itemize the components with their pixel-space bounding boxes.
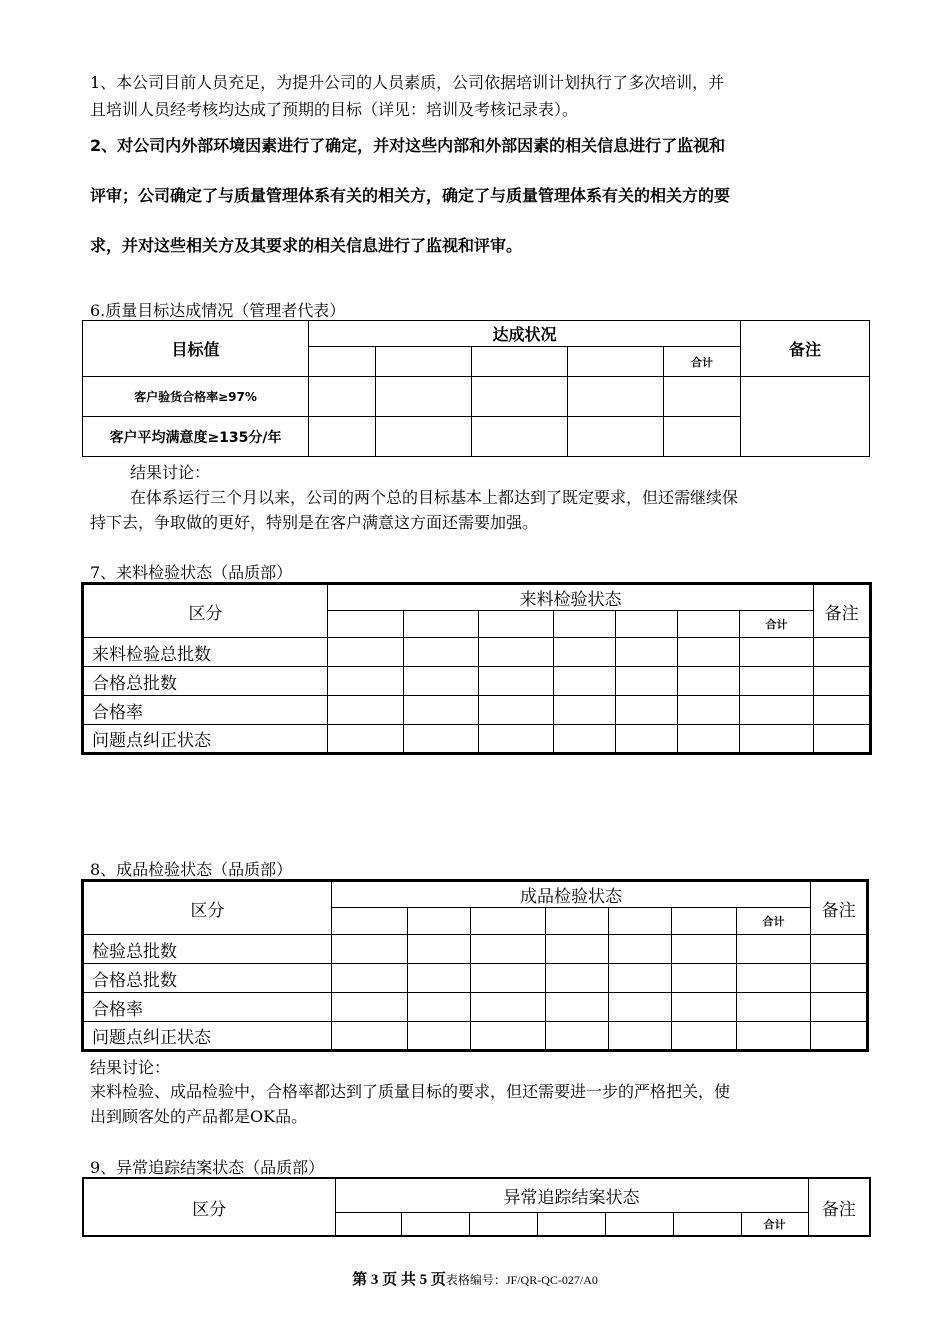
paragraph-1-line-2: 且培训人员经考核均达成了预期的目标（详见：培训及考核记录表）。 [90,100,579,119]
discussion-line-2: 出到顾客处的产品都是OK品。 [90,1107,308,1126]
status-cell [673,1212,741,1236]
table-row-label: 合格总批数 [83,964,332,993]
quality-goal-table [82,320,870,457]
header-category: 区分 [83,1178,335,1236]
value-cell [472,417,568,457]
incoming-inspection-table [81,582,872,755]
exception-tracking-table [82,1177,871,1237]
table-row-label: 合格率 [83,993,332,1022]
header-category: 区分 [83,584,328,638]
status-cell [479,611,554,638]
remark-cell [741,377,870,457]
header-remark: 备注 [741,321,870,377]
header-achievement: 达成状况 [309,321,741,347]
status-cell [546,908,609,935]
table-row-label: 来料检验总批数 [83,638,328,667]
status-cell [469,1212,537,1236]
discussion-line-1: 在体系运行三个月以来，公司的两个总的目标基本上都达到了既定要求，但还需继续保 [130,488,739,507]
table-row-label: 合格总批数 [83,667,328,696]
table-row-label: 问题点纠正状态 [83,1022,332,1051]
value-cell [472,377,568,417]
paragraph-2-line-3: 求，并对这些相关方及其要求的相关信息进行了监视和评审。 [90,236,523,255]
discussion-label: 结果讨论： [90,1058,171,1077]
status-cell [471,908,546,935]
status-cell [678,611,740,638]
section-9-title: 9、异常追踪结案状态（品质部） [90,1158,325,1177]
status-cell [408,908,471,935]
status-cell [537,1212,605,1236]
section-6-title: 6.质量目标达成情况（管理者代表） [90,301,346,320]
header-status: 异常追踪结案状态 [335,1178,808,1212]
goal-row-label: 客户验货合格率≥97% [83,377,309,417]
table-row-label: 检验总批数 [83,935,332,964]
section-7-title: 7、来料检验状态（品质部） [90,563,293,582]
status-cell [404,611,479,638]
page-footer [0,1268,950,1289]
header-remark: 备注 [811,881,868,935]
status-cell [376,347,472,377]
value-cell [664,377,741,417]
value-cell [664,417,741,457]
value-cell [568,417,664,457]
discussion-line-1: 来料检验、成品检验中，合格率都达到了质量目标的要求，但还需要进一步的严格把关，使 [90,1082,731,1101]
status-cell [332,908,408,935]
value-cell [309,377,376,417]
goal-row-label: 客户平均满意度≥135分/年 [83,417,309,457]
finished-product-inspection-table [81,879,869,1052]
status-cell [401,1212,469,1236]
value-cell [376,417,472,457]
page-number: 第 3 页 共 5 页 [352,1272,446,1288]
header-goal: 目标值 [83,321,309,377]
status-cell [605,1212,673,1236]
value-cell [376,377,472,417]
section-8-title: 8、成品检验状态（品质部） [90,860,293,879]
status-cell [328,611,404,638]
form-code: 表格编号：JF/QR-QC-027/A0 [445,1273,598,1287]
discussion-line-2: 持下去，争取做的更好，特别是在客户满意这方面还需要加强。 [90,513,539,532]
header-total: 合计 [741,1212,808,1236]
table-row-label: 合格率 [83,696,328,725]
header-category: 区分 [83,881,332,935]
header-status: 来料检验状态 [328,584,814,611]
status-cell [568,347,664,377]
paragraph-2-line-1: 2、对公司内外部环境因素进行了确定，并对这些内部和外部因素的相关信息进行了监视和 [90,136,726,155]
header-status: 成品检验状态 [332,881,811,908]
paragraph-2-line-2: 评审；公司确定了与质量管理体系有关的相关方，确定了与质量管理体系有关的相关方的要 [90,186,731,205]
header-total: 合计 [737,908,811,935]
status-cell [672,908,737,935]
table-row-label: 问题点纠正状态 [83,725,328,754]
status-cell [309,347,376,377]
header-remark: 备注 [814,584,871,638]
discussion-label: 结果讨论： [130,463,211,482]
header-total: 合计 [740,611,814,638]
status-cell [609,908,672,935]
value-cell [568,377,664,417]
status-cell [616,611,678,638]
header-total: 合计 [664,347,741,377]
status-cell [554,611,616,638]
status-cell [472,347,568,377]
value-cell [309,417,376,457]
status-cell [335,1212,401,1236]
header-remark: 备注 [808,1178,870,1236]
paragraph-1-line-1: 1、本公司目前人员充足，为提升公司的人员素质，公司依据培训计划执行了多次培训，并 [90,73,725,92]
